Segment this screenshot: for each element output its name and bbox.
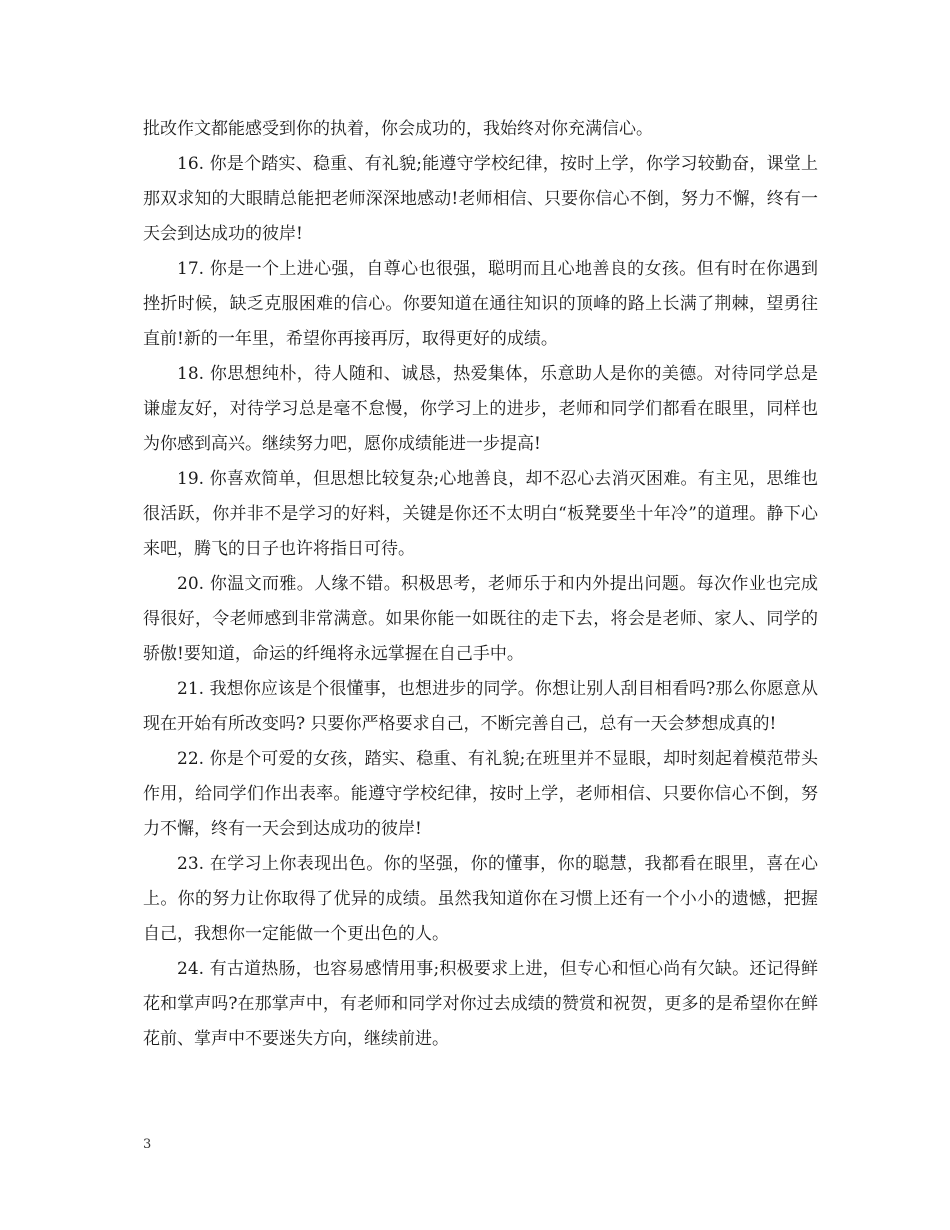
paragraph-18: 18. 你思想纯朴，待人随和、诚恳，热爱集体，乐意助人是你的美德。对待同学总是谦虚友好，对待学习总是毫不怠慢，你学习上的进步，老师和同学们都看在眼里，同样也为你感到高兴。继续努力吧，愿你成绩能进一步提高! xyxy=(143,364,818,454)
paragraph-22: 22. 你是个可爱的女孩，踏实、稳重、有礼貌;在班里并不显眼，却时刻起着模范带头作用，给同学们作出表率。能遵守学校纪律，按时上学，老师相信、只要你信心不倒，努力不懈，终有一天会到达成功的彼岸! xyxy=(143,749,818,839)
page-number: 3 xyxy=(143,1137,152,1152)
paragraph-19: 19. 你喜欢简单，但思想比较复杂;心地善良，却不忍心去消灭困难。有主见，思维也很活跃，你并非不是学习的好料，关键是你还不太明白“板凳要坐十年冷”的道理。静下心来吧，腾飞的日子也许将指日可待。 xyxy=(143,469,818,559)
paragraph-23: 23. 在学习上你表现出色。你的坚强，你的懂事，你的聪慧，我都看在眼里，喜在心上。你的努力让你取得了优异的成绩。虽然我知道你在习惯上还有一个小小的遗憾，把握自己，我想你一定能做一个更出色的人。 xyxy=(143,854,818,944)
paragraph-24: 24. 有古道热肠，也容易感情用事;积极要求上进，但专心和恒心尚有欠缺。还记得鲜花和掌声吗?在那掌声中，有老师和同学对你过去成绩的赞赏和祝贺，更多的是希望你在鲜花前、掌声中不要迷失方向，继续前进。 xyxy=(143,959,818,1049)
document-body xyxy=(143,112,818,1057)
paragraph-20: 20. 你温文而雅。人缘不错。积极思考，老师乐于和内外提出问题。每次作业也完成得很好，令老师感到非常满意。如果你能一如既往的走下去，将会是老师、家人、同学的骄傲!要知道，命运的纤绳将永远掌握在自己手中。 xyxy=(143,574,818,664)
paragraph-17: 17. 你是一个上进心强，自尊心也很强，聪明而且心地善良的女孩。但有时在你遇到挫折时候，缺乏克服困难的信心。你要知道在通往知识的顶峰的路上长满了荆棘，望勇往直前!新的一年里，希望你再接再厉，取得更好的成绩。 xyxy=(143,259,818,349)
paragraph-16: 16. 你是个踏实、稳重、有礼貌;能遵守学校纪律，按时上学，你学习较勤奋，课堂上那双求知的大眼睛总能把老师深深地感动!老师相信、只要你信心不倒，努力不懈，终有一天会到达成功的彼岸! xyxy=(143,154,818,244)
paragraph-21: 21. 我想你应该是个很懂事，也想进步的同学。你想让别人刮目相看吗?那么你愿意从现在开始有所改变吗? 只要你严格要求自己，不断完善自己，总有一天会梦想成真的! xyxy=(143,679,818,734)
paragraph-continuation: 批改作文都能感受到你的执着，你会成功的，我始终对你充满信心。 xyxy=(143,119,653,139)
